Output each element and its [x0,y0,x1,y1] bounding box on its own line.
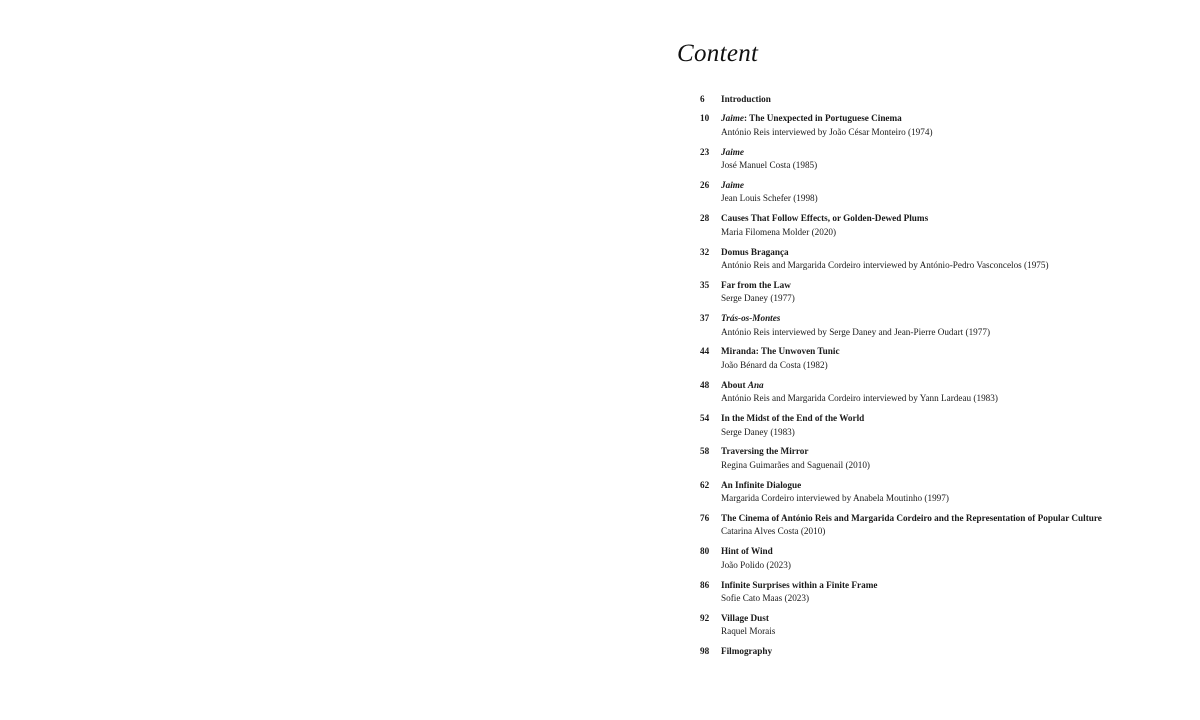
entry-title: Causes That Follow Effects, or Golden-Dewed Plums [721,213,929,224]
entry-title: Miranda: The Unwoven Tunic [721,346,840,357]
toc-entry [697,645,1137,664]
entry-title-italic: Jaime [721,179,744,190]
entry-title: Filmography [721,646,773,657]
toc-entry [697,379,1137,412]
entry-title [721,379,1137,393]
page-number: 80 [700,546,710,557]
toc-entry [697,312,1137,345]
entry-title-italic: Trás-os-Montes [721,313,781,324]
page-number: 98 [700,646,710,657]
entry-author: Sofie Cato Maas (2023) [721,593,810,604]
toc-entry [697,479,1137,512]
page-number: 37 [700,313,710,324]
page-number: 32 [700,246,710,257]
toc-entry [697,179,1137,212]
toc-entry [697,445,1137,478]
page-number: 35 [700,279,710,290]
toc-entry [697,93,1137,112]
page-number: 48 [700,379,710,390]
entry-title: Domus Bragança [721,246,789,257]
page-number: 58 [700,446,710,457]
page-number: 23 [700,146,710,157]
toc-entry [697,345,1137,378]
entry-author: António Reis and Margarida Cordeiro interviewed by Yann Lardeau (1983) [721,393,998,404]
page-number: 10 [700,113,710,124]
entry-author: António Reis and Margarida Cordeiro interviewed by António-Pedro Vasconcelos (1975) [721,260,1049,271]
entry-author: Catarina Alves Costa (2010) [721,526,826,537]
entry-author: Regina Guimarães and Saguenail (2010) [721,459,870,470]
entry-author: António Reis interviewed by Serge Daney and Jean-Pierre Oudart (1977) [721,326,990,337]
entry-title: Hint of Wind [721,546,773,557]
toc-entry [697,146,1137,179]
entry-title-rest: : The Unexpected in Portuguese Cinema [743,113,902,124]
entry-author: Jean Louis Schefer (1998) [721,193,818,204]
page-number: 26 [700,179,710,190]
entry-author: Serge Daney (1983) [721,426,795,437]
entry-title: Introduction [721,94,771,104]
toc-entry [697,412,1137,445]
entry-author: Raquel Morais [721,626,776,637]
page-number: 44 [700,346,710,357]
entry-title-italic: Jaime [721,113,744,124]
table-of-contents [697,93,1137,665]
page-number: 54 [700,413,710,424]
entry-author: João Bénard da Costa (1982) [721,359,828,370]
entry-title [721,179,1137,193]
entry-author: José Manuel Costa (1985) [721,160,818,171]
entry-title: The Cinema of António Reis and Margarida Cordeiro and the Representation of Popular Culture [721,512,1102,523]
entry-title-italic: Jaime [721,146,744,157]
page-title: Content [677,40,759,67]
entry-author: António Reis interviewed by João César Monteiro (1974) [721,126,933,137]
toc-entry [697,579,1137,612]
entry-title: Infinite Surprises within a Finite Frame [721,579,878,590]
entry-title-prefix: About [721,379,748,390]
entry-author: Maria Filomena Molder (2020) [721,226,837,237]
entry-title: In the Midst of the End of the World [721,413,865,424]
page-number: 92 [700,612,710,623]
page-number: 76 [700,512,710,523]
toc-entry [697,279,1137,312]
page-number: 6 [700,94,705,104]
entry-title [721,312,1137,326]
page-number: 62 [700,479,710,490]
entry-author: João Polido (2023) [721,559,791,570]
entry-title [721,112,1137,126]
entry-title [721,146,1137,160]
entry-author: Margarida Cordeiro interviewed by Anabela Moutinho (1997) [721,493,949,504]
page-number: 28 [700,213,710,224]
toc-entry [697,612,1137,645]
entry-title: An Infinite Dialogue [721,479,802,490]
page-number: 86 [700,579,710,590]
toc-entry [697,512,1137,545]
entry-title: Village Dust [721,612,769,623]
toc-entry [697,545,1137,578]
toc-entry [697,112,1137,145]
entry-title-italic: Ana [747,379,764,390]
toc-entry [697,246,1137,279]
entry-title: Traversing the Mirror [721,446,809,457]
entry-title: Far from the Law [721,279,791,290]
entry-author: Serge Daney (1977) [721,293,795,304]
toc-entry [697,212,1137,245]
